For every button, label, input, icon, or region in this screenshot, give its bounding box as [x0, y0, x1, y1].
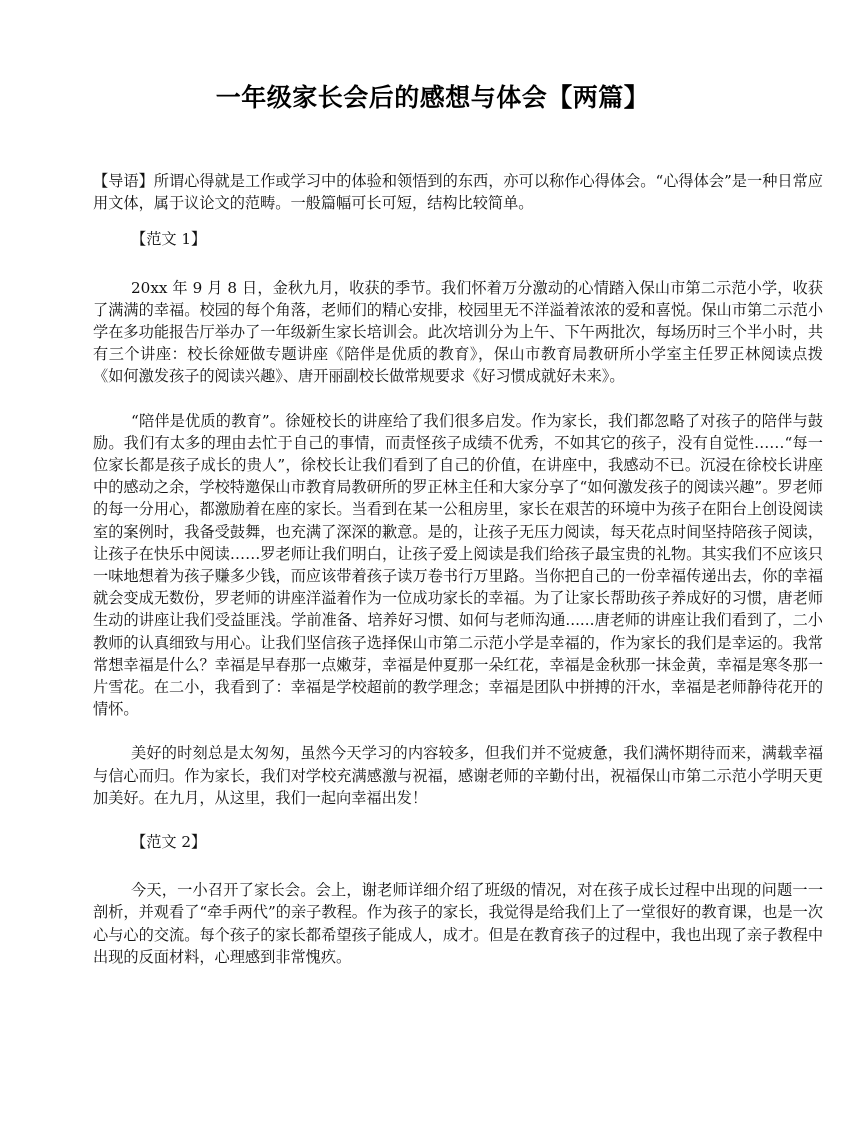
section-1-paragraph: “陪伴是优质的教育”。徐娅校长的讲座给了我们很多启发。作为家长，我们都忽略了对孩子的陪伴与鼓励。我们有太多的理由去忙于自己的事情，而责怪孩子成绩不优秀，不如其它的孩子，没有自觉性……“每一位家长都是孩子成长的贵人”，徐校长让我们看到了自己的价值，在讲座中，我感动不已。沉浸在徐校长讲座中的感动之余，学校特邀保山市教育局教研所的罗正林主任和大家分享了“如何激发孩子的阅读兴趣”。罗老师的每一分用心，都激励着在座的家长。当看到在某一公租房里，家长在艰苦的环境中为孩子在阳台上创设阅读室的案例时，我备受鼓舞，也充满了深深的歉意。是的，让孩子无压力阅读，每天花点时间坚持陪孩子阅读，让孩子在快乐中阅读……罗老师让我们明白，让孩子爱上阅读是我们给孩子最宝贵的礼物。其实我们不应该只一味地想着为孩子赚多少钱，而应该带着孩子读万卷书行万里路。当你把自己的一份幸福传递出去，你的幸福就会变成无数份，罗老师的讲座洋溢着作为一位成功家长的幸福。为了让家长帮助孩子养成好的习惯，唐老师生动的讲座让我们受益匪浅。学前准备、培养好习惯、如何与老师沟通......唐老师的讲座让我们看到了，二小教师的认真细致与用心。让我们坚信孩子选择保山市第二示范小学是幸福的，作为家长的我们是幸运的。我常常想幸福是什么？幸福是早春那一点嫩芽，幸福是仲夏那一朵红花，幸福是金秋那一抹金黄，幸福是寒冬那一片雪花。在二小，我看到了：幸福是学校超前的教学理念；幸福是团队中拼搏的汗水，幸福是老师静待花开的情怀。 — [93, 411, 823, 719]
document-title: 一年级家长会后的感想与体会【两篇】 — [215, 83, 650, 112]
section-1-heading: 【范文 1】 — [131, 230, 207, 249]
document-body — [93, 170, 823, 990]
intro-paragraph: 【导语】所谓心得就是工作或学习中的体验和领悟到的东西，亦可以称作心得体会。“心得体会”是一种日常应用文体，属于议论文的范畴。一般篇幅可长可短，结构比较简单。 — [93, 172, 823, 213]
section-1-paragraph: 美好的时刻总是太匆匆，虽然今天学习的内容较多，但我们并不觉疲惫，我们满怀期待而来，满载幸福与信心而归。作为家长，我们对学校充满感激与祝福，感谢老师的辛勤付出，祝福保山市第二示范小学明天更加美好。在九月，从这里，我们一起向幸福出发！ — [93, 744, 823, 807]
section-2-heading: 【范文 2】 — [131, 833, 207, 852]
section-1-paragraph: 20xx 年 9 月 8 日，金秋九月，收获的季节。我们怀着万分激动的心情踏入保山市第二示范小学，收获了满满的幸福。校园的每个角落，老师们的精心安排，校园里无不洋溢着浓浓的爱和喜悦。保山市第二示范小学在多功能报告厅举办了一年级新生家长培训会。此次培训分为上午、下午两批次，每场历时三个半小时，共有三个讲座：校长徐娅做专题讲座《陪伴是优质的教育》，保山市教育局教研所小学室主任罗正林阅读点拨《如何激发孩子的阅读兴趣》、唐开丽副校长做常规要求《好习惯成就好未来》。 — [93, 278, 823, 386]
section-2-paragraph: 今天，一小召开了家长会。会上，谢老师详细介绍了班级的情况，对在孩子成长过程中出现的问题一一剖析，并观看了“牵手两代”的亲子教程。作为孩子的家长，我觉得是给我们上了一堂很好的教育课，也是一次心与心的交流。每个孩子的家长都希望孩子能成人，成才。但是在教育孩子的过程中，我也出现了亲子教程中出现的反面材料，心理感到非常愧疚。 — [93, 881, 823, 966]
